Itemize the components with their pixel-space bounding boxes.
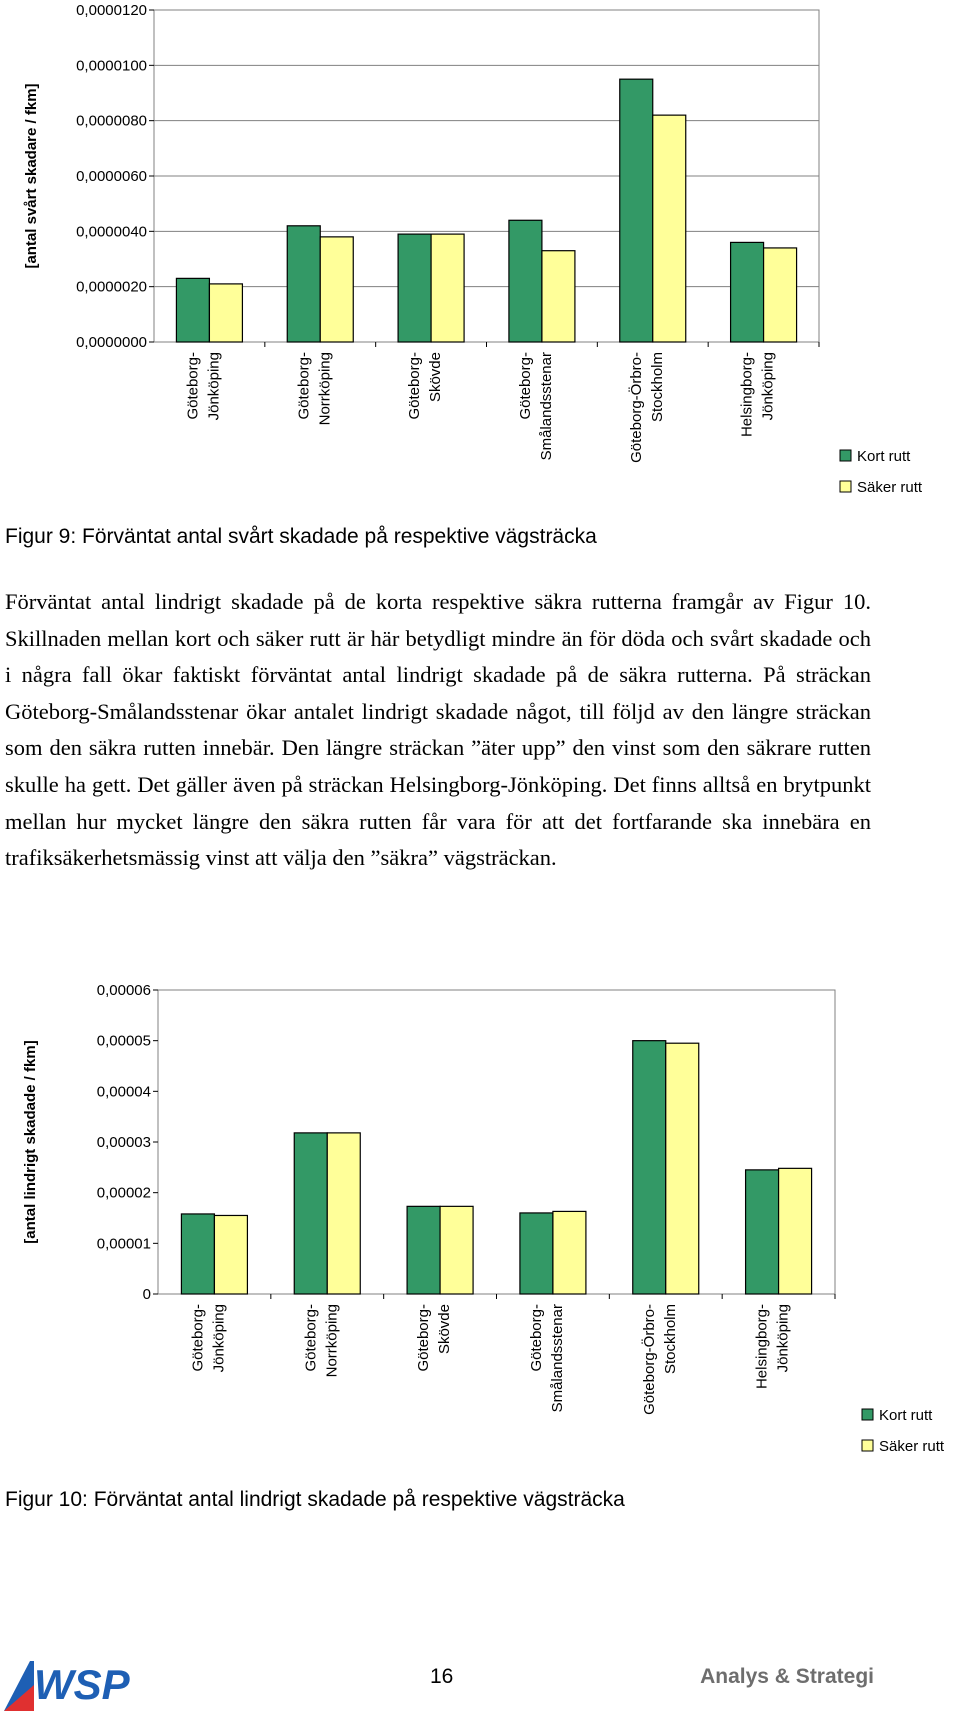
x-category-label-line: Jönköping [774,1304,792,1373]
x-category-label [640,1304,679,1415]
legend-label-saker-rutt: Säker rutt [879,1438,945,1455]
footer-brand: Analys & Strategi [700,1665,874,1688]
x-category-label-line: Stockholm [661,1304,679,1375]
bar-kort-rutt [407,1206,440,1294]
x-category-label-line: Göteborg-Örbro- [640,1304,658,1415]
legend-label-kort-rutt: Kort rutt [879,1407,933,1424]
bar-kort-rutt [398,234,431,342]
x-category-label-line: Göteborg-Örbro- [627,352,645,463]
x-category-label-line: Skövde [427,352,445,403]
x-category-label-line: Smålandsstenar [537,352,555,461]
legend-swatch-saker-rutt [840,481,851,492]
bar-saker-rutt [440,1206,473,1294]
plot-area [158,990,835,1294]
x-category-label [415,1304,453,1372]
x-category-label [528,1304,566,1412]
x-category-label-line: Jönköping [210,1304,228,1373]
x-category-label-line: Göteborg- [415,1304,433,1372]
bar-saker-rutt [553,1211,586,1294]
x-category-label-line: Göteborg- [516,352,534,420]
bar-saker-rutt [214,1215,247,1294]
y-tick-label: 0,0000040 [76,223,147,241]
y-axis-label: [antal svårt skadare / fkm] [23,83,40,269]
x-category-label-line: Jönköping [205,352,223,421]
x-category-label [739,352,777,437]
bar-kort-rutt [633,1041,666,1294]
x-category-label-line: Smålandsstenar [548,1304,566,1413]
y-tick-label: 0,00001 [96,1235,151,1253]
x-category-label-line: Göteborg- [406,352,424,420]
figure-9-caption: Figur 9: Förväntat antal svårt skadade på respektive vägsträcka [5,525,597,548]
bar-saker-rutt [320,237,353,342]
x-category-label [184,352,222,420]
page-number: 16 [430,1665,454,1688]
body-paragraph: Förväntat antal lindrigt skadade på de korta respektive säkra rutterna framgår av Figur 10. Skillnaden mellan kort och säker rutt är här betydligt mindre än för döda och svårt skadade och i några fall ökar faktiskt förväntat antal lindrigt skadade på de säkra rutterna. På sträckan Göteborg-Smålandsstenar ökar antalet lindrigt skadade något, till följd av den längre sträckan som den säkra rutten innebär. Den längre sträckan ”äter upp” den vinst som den säkrare rutten skulle ha gett. Det gäller även på sträckan Helsingborg-Jönköping. Det finns alltså en brytpunkt mellan hur mycket längre den säkra rutten får vara för att det fortfarande ska innebära en trafiksäkerhetsmässig vinst att välja den ”säkra” vägsträckan. [5,589,871,871]
logo-text: WSP [34,1661,130,1708]
x-category-label [406,352,444,420]
x-category-label-line: Jönköping [759,352,777,421]
y-tick-label: 0,00004 [96,1083,151,1101]
x-category-label-line: Göteborg- [302,1304,320,1372]
bar-kort-rutt [176,278,209,342]
bar-saker-rutt [653,115,686,342]
bar-kort-rutt [181,1214,214,1294]
bar-saker-rutt [327,1133,360,1294]
y-tick-label: 0,0000060 [76,168,147,185]
figure-10-caption: Figur 10: Förväntat antal lindrigt skadade på respektive vägsträcka [5,1488,625,1511]
x-category-label-line: Göteborg- [184,352,202,420]
bar-saker-rutt [779,1168,812,1294]
x-category-label [295,352,333,425]
x-category-label [627,352,666,463]
legend-swatch-kort-rutt [840,450,851,461]
x-category-label-line: Norrköping [323,1304,341,1378]
x-category-label [302,1304,340,1377]
y-axis-label: [antal lindrigt skadade / fkm] [22,1040,39,1244]
legend-label-kort-rutt: Kort rutt [857,448,911,465]
bar-saker-rutt [666,1043,699,1294]
x-category-label-line: Göteborg- [189,1304,207,1372]
x-category-label-line: Stockholm [648,352,666,423]
bar-kort-rutt [509,220,542,342]
y-tick-label: 0,00003 [96,1134,151,1151]
bar-kort-rutt [746,1170,779,1294]
y-tick-label: 0,00006 [96,982,151,999]
bar-kort-rutt [620,79,653,342]
figure-9-chart [0,0,960,500]
legend-label-saker-rutt: Säker rutt [857,479,923,496]
bar-saker-rutt [542,251,575,342]
y-tick-label: 0,0000100 [76,57,147,75]
bar-kort-rutt [520,1213,553,1294]
bar-saker-rutt [431,234,464,342]
bar-saker-rutt [764,248,797,342]
y-tick-label: 0,0000000 [76,334,147,351]
x-category-label-line: Skövde [436,1304,454,1355]
page-footer [0,1655,960,1715]
bar-kort-rutt [287,226,320,342]
x-category-label-line: Helsingborg- [738,352,756,438]
x-category-label-line: Göteborg- [527,1304,545,1372]
y-tick-label: 0,00005 [96,1032,151,1050]
y-tick-label: 0,0000120 [76,2,147,19]
legend-swatch-saker-rutt [862,1440,873,1451]
x-category-label [754,1304,792,1389]
y-tick-label: 0 [142,1286,151,1303]
x-category-label-line: Göteborg- [295,352,313,420]
y-tick-label: 0,0000020 [76,278,147,296]
legend-swatch-kort-rutt [862,1409,873,1420]
wsp-logo [4,1655,174,1713]
bar-kort-rutt [294,1133,327,1294]
x-category-label [517,352,555,460]
x-category-label-line: Norrköping [316,352,334,426]
bar-kort-rutt [731,242,764,342]
bar-saker-rutt [209,284,242,342]
y-tick-label: 0,00002 [96,1184,151,1202]
x-category-label [189,1304,227,1372]
y-tick-label: 0,0000080 [76,112,147,130]
figure-10-chart [0,975,960,1465]
x-category-label-line: Helsingborg- [753,1304,771,1390]
